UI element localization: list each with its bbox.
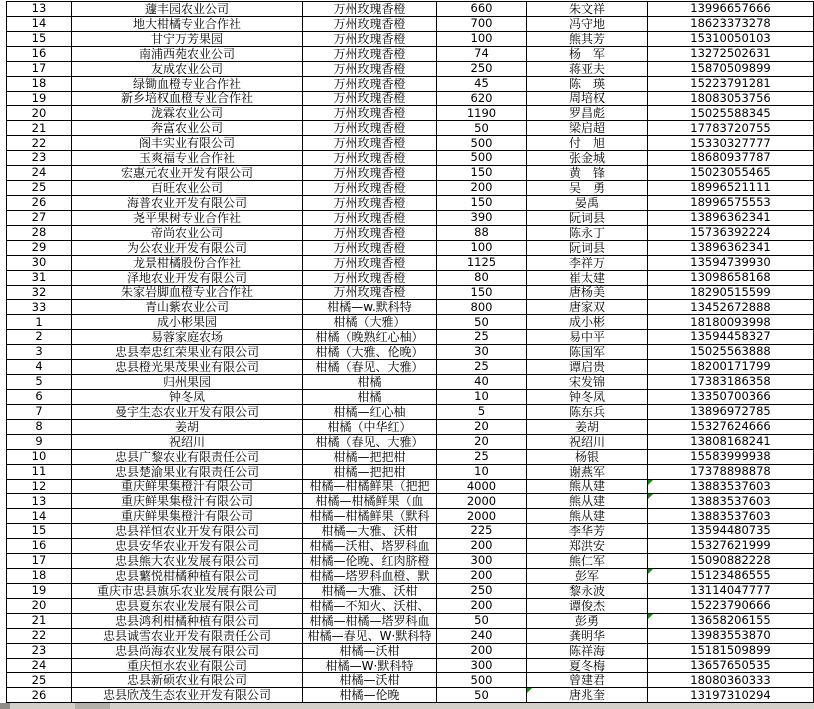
- company-cell[interactable]: 忠县尚海农业发展有限公司: [72, 644, 303, 659]
- contact-cell[interactable]: 钟冬凤: [527, 390, 648, 405]
- phone-cell[interactable]: 13594480735: [648, 524, 814, 539]
- row-number-cell[interactable]: 12: [7, 480, 72, 495]
- phone-cell[interactable]: 15327621999: [648, 539, 814, 554]
- contact-cell[interactable]: 熊从建: [527, 509, 648, 524]
- contact-cell[interactable]: 朱文祥: [527, 2, 648, 17]
- product-cell[interactable]: 万州玫瑰香橙: [303, 92, 437, 107]
- product-cell[interactable]: 万州玫瑰香橙: [303, 62, 437, 77]
- phone-cell[interactable]: 17378898878: [648, 465, 814, 480]
- product-cell[interactable]: 柑橘—沃柑: [303, 644, 437, 659]
- row-number-cell[interactable]: 25: [7, 673, 72, 688]
- product-cell[interactable]: 柑橘—不知火、沃柑、: [303, 599, 437, 614]
- quantity-cell[interactable]: 4000: [437, 480, 527, 495]
- row-number-cell[interactable]: 6: [7, 390, 72, 405]
- contact-cell[interactable]: 张金城: [527, 151, 648, 166]
- phone-cell[interactable]: 13896362341: [648, 241, 814, 256]
- product-cell[interactable]: 万州玫瑰香橙: [303, 286, 437, 301]
- contact-cell[interactable]: 熊仁军: [527, 554, 648, 569]
- quantity-cell[interactable]: 45: [437, 77, 527, 92]
- phone-cell[interactable]: 13452672888: [648, 300, 814, 315]
- product-cell[interactable]: 柑橘: [303, 375, 437, 390]
- company-cell[interactable]: 忠县安华农业开发有限公司: [72, 539, 303, 554]
- contact-cell[interactable]: 熊其芳: [527, 32, 648, 47]
- row-number-cell[interactable]: 27: [7, 211, 72, 226]
- quantity-cell[interactable]: 150: [437, 286, 527, 301]
- company-cell[interactable]: 祝绍川: [72, 435, 303, 450]
- company-cell[interactable]: 重庆恒水农业有限公司: [72, 659, 303, 674]
- quantity-cell[interactable]: 50: [437, 121, 527, 136]
- company-cell[interactable]: 忠县橙光果茂果业有限公司: [72, 360, 303, 375]
- contact-cell[interactable]: 黎永波: [527, 584, 648, 599]
- phone-cell[interactable]: 13658206155: [648, 614, 814, 629]
- product-cell[interactable]: 柑橘（中华红）: [303, 420, 437, 435]
- quantity-cell[interactable]: 2000: [437, 494, 527, 509]
- row-number-cell[interactable]: 23: [7, 644, 72, 659]
- product-cell[interactable]: 万州玫瑰香橙: [303, 181, 437, 196]
- cell-flag-triangle-icon: [648, 569, 653, 574]
- product-cell[interactable]: 柑橘: [303, 390, 437, 405]
- company-cell[interactable]: 姜胡: [72, 420, 303, 435]
- product-cell[interactable]: 万州玫瑰香橙: [303, 47, 437, 62]
- quantity-cell[interactable]: 80: [437, 271, 527, 286]
- phone-cell[interactable]: 18996521111: [648, 181, 814, 196]
- quantity-cell[interactable]: 1190: [437, 106, 527, 121]
- quantity-cell[interactable]: 660: [437, 2, 527, 17]
- contact-cell[interactable]: 郑洪安: [527, 539, 648, 554]
- row-number-cell[interactable]: 13: [7, 494, 72, 509]
- company-cell[interactable]: 地大柑橘专业合作社: [72, 17, 303, 32]
- row-number-cell[interactable]: 30: [7, 256, 72, 271]
- contact-cell[interactable]: 唐杨美: [527, 286, 648, 301]
- phone-cell[interactable]: 13883537603: [648, 494, 814, 509]
- product-cell[interactable]: 万州玫瑰香橙: [303, 151, 437, 166]
- quantity-cell[interactable]: 5: [437, 405, 527, 420]
- cell-flag-triangle-icon: [648, 480, 653, 485]
- quantity-cell[interactable]: 200: [437, 644, 527, 659]
- contact-cell[interactable]: 唐家双: [527, 300, 648, 315]
- row-number-cell[interactable]: 21: [7, 614, 72, 629]
- contact-cell[interactable]: 罗昌彪: [527, 106, 648, 121]
- phone-cell[interactable]: 13098658168: [648, 271, 814, 286]
- row-number-cell[interactable]: 22: [7, 629, 72, 644]
- quantity-cell[interactable]: 200: [437, 569, 527, 584]
- company-cell[interactable]: 忠县欣茂生态农业开发有限公司: [72, 688, 303, 703]
- contact-cell[interactable]: 梁启超: [527, 121, 648, 136]
- phone-cell[interactable]: 13808168241: [648, 435, 814, 450]
- row-number-cell[interactable]: 14: [7, 509, 72, 524]
- quantity-cell[interactable]: 500: [437, 136, 527, 151]
- row-number-cell[interactable]: 21: [7, 121, 72, 136]
- product-cell[interactable]: 柑橘—伦晚、红肉脐橙: [303, 554, 437, 569]
- company-cell[interactable]: 忠县广黎农业有限责任公司: [72, 450, 303, 465]
- company-cell[interactable]: 新乡培权血橙专业合作社: [72, 92, 303, 107]
- row-number-cell[interactable]: 16: [7, 539, 72, 554]
- contact-cell[interactable]: 蒋亚夫: [527, 62, 648, 77]
- product-cell[interactable]: 柑橘—w.默科特: [303, 300, 437, 315]
- quantity-cell[interactable]: 150: [437, 166, 527, 181]
- phone-cell[interactable]: 18180093998: [648, 315, 814, 330]
- phone-cell[interactable]: 18623373278: [648, 17, 814, 32]
- cell-flag-triangle-icon: [648, 614, 653, 619]
- row-number-cell[interactable]: 25: [7, 181, 72, 196]
- contact-cell[interactable]: 陈永丁: [527, 226, 648, 241]
- company-cell[interactable]: 成小彬果园: [72, 315, 303, 330]
- company-cell[interactable]: 为公农业开发有限公司: [72, 241, 303, 256]
- phone-cell[interactable]: 18290515599: [648, 286, 814, 301]
- row-number-cell[interactable]: 13: [7, 2, 72, 17]
- product-cell[interactable]: 柑橘—把把柑: [303, 450, 437, 465]
- product-cell[interactable]: 柑橘（大雅、伦晚）: [303, 345, 437, 360]
- product-cell[interactable]: 柑橘—沃柑、塔罗科血: [303, 539, 437, 554]
- product-cell[interactable]: 柑橘—红心柚: [303, 405, 437, 420]
- phone-cell[interactable]: 15736392224: [648, 226, 814, 241]
- row-number-cell[interactable]: 11: [7, 465, 72, 480]
- product-cell[interactable]: 万州玫瑰香橙: [303, 136, 437, 151]
- table-body: [6, 1, 814, 703]
- quantity-cell[interactable]: 1125: [437, 256, 527, 271]
- quantity-cell[interactable]: 20: [437, 435, 527, 450]
- company-cell[interactable]: 钟冬凤: [72, 390, 303, 405]
- company-cell[interactable]: 忠县蘩悦柑橘种植有限公司: [72, 569, 303, 584]
- cell-flag-triangle-icon: [648, 494, 653, 499]
- product-cell[interactable]: 万州玫瑰香橙: [303, 2, 437, 17]
- quantity-cell[interactable]: 30: [437, 345, 527, 360]
- row-number-cell[interactable]: 22: [7, 136, 72, 151]
- quantity-cell[interactable]: 40: [437, 375, 527, 390]
- row-number-cell[interactable]: 10: [7, 450, 72, 465]
- product-cell[interactable]: 柑橘—柑橘—塔罗科血: [303, 614, 437, 629]
- row-number-cell[interactable]: 19: [7, 584, 72, 599]
- phone-cell[interactable]: 15330327777: [648, 136, 814, 151]
- product-cell[interactable]: 万州玫瑰香橙: [303, 211, 437, 226]
- phone-cell[interactable]: 15181509899: [648, 644, 814, 659]
- contact-cell[interactable]: 陈祥海: [527, 644, 648, 659]
- quantity-cell[interactable]: 200: [437, 599, 527, 614]
- row-number-cell[interactable]: 15: [7, 32, 72, 47]
- quantity-cell[interactable]: 700: [437, 17, 527, 32]
- row-number-cell[interactable]: 4: [7, 360, 72, 375]
- phone-cell[interactable]: 15025588345: [648, 106, 814, 121]
- phone-cell[interactable]: 13896972785: [648, 405, 814, 420]
- contact-cell[interactable]: 谭俊杰: [527, 599, 648, 614]
- company-cell[interactable]: 忠县诚雪农业开发有限责任公司: [72, 629, 303, 644]
- contact-cell[interactable]: 龚明华: [527, 629, 648, 644]
- quantity-cell[interactable]: 2000: [437, 509, 527, 524]
- horizontal-scrollbar[interactable]: [0, 703, 814, 709]
- product-cell[interactable]: 万州玫瑰香橙: [303, 17, 437, 32]
- phone-cell[interactable]: 13594458327: [648, 330, 814, 345]
- row-number-cell[interactable]: 24: [7, 166, 72, 181]
- contact-cell[interactable]: 杨银: [527, 450, 648, 465]
- quantity-cell[interactable]: 150: [437, 196, 527, 211]
- contact-cell[interactable]: 祝绍川: [527, 435, 648, 450]
- quantity-cell[interactable]: 88: [437, 226, 527, 241]
- quantity-cell[interactable]: 200: [437, 181, 527, 196]
- company-cell[interactable]: 忠县新硕农业有限公司: [72, 673, 303, 688]
- quantity-cell[interactable]: 20: [437, 420, 527, 435]
- product-cell[interactable]: 柑橘（春见、大雅）: [303, 435, 437, 450]
- quantity-cell[interactable]: 390: [437, 211, 527, 226]
- product-cell[interactable]: 万州玫瑰香橙: [303, 226, 437, 241]
- company-cell[interactable]: 泽地农业开发有限公司: [72, 271, 303, 286]
- phone-cell[interactable]: 17383186358: [648, 375, 814, 390]
- company-cell[interactable]: 重庆鲜果集橙汁有限公司: [72, 480, 303, 495]
- row-number-cell[interactable]: 31: [7, 271, 72, 286]
- product-cell[interactable]: 柑橘—塔罗科血橙、默: [303, 569, 437, 584]
- phone-cell[interactable]: 17783720755: [648, 121, 814, 136]
- contact-cell[interactable]: 宋发锦: [527, 375, 648, 390]
- company-cell[interactable]: 蘧丰园农业公司: [72, 2, 303, 17]
- phone-cell[interactable]: 13114047777: [648, 584, 814, 599]
- phone-cell[interactable]: 15327624666: [648, 420, 814, 435]
- product-cell[interactable]: 柑橘—大雅、沃柑: [303, 524, 437, 539]
- company-cell[interactable]: 朱家岩脚血橙专业合作社: [72, 286, 303, 301]
- product-cell[interactable]: 万州玫瑰香橙: [303, 32, 437, 47]
- row-number-cell[interactable]: 17: [7, 554, 72, 569]
- contact-cell[interactable]: 李祥万: [527, 256, 648, 271]
- product-cell[interactable]: 柑橘—柑橘鲜果（把把: [303, 480, 437, 495]
- row-number-cell[interactable]: 17: [7, 62, 72, 77]
- row-number-cell[interactable]: 8: [7, 420, 72, 435]
- quantity-cell[interactable]: 240: [437, 629, 527, 644]
- contact-cell[interactable]: 黄 锋: [527, 166, 648, 181]
- quantity-cell[interactable]: 100: [437, 32, 527, 47]
- quantity-cell[interactable]: 250: [437, 62, 527, 77]
- product-cell[interactable]: 柑橘（大雅）: [303, 315, 437, 330]
- company-cell[interactable]: 玉爽福专业合作社: [72, 151, 303, 166]
- product-cell[interactable]: 柑橘—春见、W·默科特: [303, 629, 437, 644]
- company-cell[interactable]: 青山紫农业公司: [72, 300, 303, 315]
- product-cell[interactable]: 万州玫瑰香橙: [303, 271, 437, 286]
- quantity-cell[interactable]: 50: [437, 614, 527, 629]
- product-cell[interactable]: 柑橘—沃柑: [303, 673, 437, 688]
- company-cell[interactable]: 忠县祥恒农业开发有限公司: [72, 524, 303, 539]
- quantity-cell[interactable]: 10: [437, 390, 527, 405]
- product-cell[interactable]: 柑橘—大雅、沃柑: [303, 584, 437, 599]
- phone-cell[interactable]: 15870509899: [648, 62, 814, 77]
- product-cell[interactable]: 柑橘—W·默科特: [303, 659, 437, 674]
- contact-cell[interactable]: 曾建君: [527, 673, 648, 688]
- quantity-cell[interactable]: 25: [437, 450, 527, 465]
- company-cell[interactable]: 忠县熊大农业发展有限公司: [72, 554, 303, 569]
- company-cell[interactable]: 泷霖农业公司: [72, 106, 303, 121]
- phone-cell[interactable]: 15090882228: [648, 554, 814, 569]
- company-cell[interactable]: 归州果园: [72, 375, 303, 390]
- row-number-cell[interactable]: 29: [7, 241, 72, 256]
- phone-cell[interactable]: 13272502631: [648, 47, 814, 62]
- phone-cell[interactable]: 18080360333: [648, 673, 814, 688]
- company-cell[interactable]: 奔富农业公司: [72, 121, 303, 136]
- row-number-cell[interactable]: 15: [7, 524, 72, 539]
- contact-cell[interactable]: 杨 军: [527, 47, 648, 62]
- company-cell[interactable]: 阁丰实业有限公司: [72, 136, 303, 151]
- phone-cell[interactable]: 13996657666: [648, 2, 814, 17]
- company-cell[interactable]: 宏惠元农业开发有限公司: [72, 166, 303, 181]
- quantity-cell[interactable]: 225: [437, 524, 527, 539]
- row-number-cell[interactable]: 23: [7, 151, 72, 166]
- company-cell[interactable]: 帝尚农业公司: [72, 226, 303, 241]
- quantity-cell[interactable]: 50: [437, 688, 527, 703]
- phone-cell[interactable]: 18083053756: [648, 92, 814, 107]
- quantity-cell[interactable]: 500: [437, 151, 527, 166]
- company-cell[interactable]: 海普农业开发有限公司: [72, 196, 303, 211]
- phone-cell[interactable]: 15025563888: [648, 345, 814, 360]
- contact-cell[interactable]: 唐兆奎: [527, 688, 648, 703]
- company-cell[interactable]: 尧平果树专业合作社: [72, 211, 303, 226]
- quantity-cell[interactable]: 100: [437, 241, 527, 256]
- quantity-cell[interactable]: 50: [437, 315, 527, 330]
- phone-cell[interactable]: 13983553870: [648, 629, 814, 644]
- contact-cell[interactable]: 陈东兵: [527, 405, 648, 420]
- product-cell[interactable]: 柑橘（春见、大雅）: [303, 360, 437, 375]
- contact-cell[interactable]: 付 旭: [527, 136, 648, 151]
- quantity-cell[interactable]: 200: [437, 539, 527, 554]
- row-number-cell[interactable]: 18: [7, 77, 72, 92]
- row-number-cell[interactable]: 3: [7, 345, 72, 360]
- company-cell[interactable]: 龙景柑橘股份合作社: [72, 256, 303, 271]
- contact-cell[interactable]: 姜胡: [527, 420, 648, 435]
- contact-cell[interactable]: 崔太建: [527, 271, 648, 286]
- company-cell[interactable]: 百旺农业公司: [72, 181, 303, 196]
- contact-cell[interactable]: 熊从建: [527, 480, 648, 495]
- phone-cell[interactable]: 15123486555: [648, 569, 814, 584]
- company-cell[interactable]: 甘宁万芳果园: [72, 32, 303, 47]
- row-number-cell[interactable]: 14: [7, 17, 72, 32]
- quantity-cell[interactable]: 300: [437, 659, 527, 674]
- contact-cell[interactable]: 成小彬: [527, 315, 648, 330]
- quantity-cell[interactable]: 500: [437, 673, 527, 688]
- quantity-cell[interactable]: 620: [437, 92, 527, 107]
- row-number-cell[interactable]: 26: [7, 196, 72, 211]
- contact-cell[interactable]: 陈 瑛: [527, 77, 648, 92]
- contact-cell[interactable]: 晏禹: [527, 196, 648, 211]
- row-number-cell[interactable]: 28: [7, 226, 72, 241]
- contact-cell[interactable]: 夏冬梅: [527, 659, 648, 674]
- contact-cell[interactable]: 谢燕军: [527, 465, 648, 480]
- product-cell[interactable]: 柑橘—柑橘鲜果（默科: [303, 509, 437, 524]
- product-cell[interactable]: 万州玫瑰香橙: [303, 166, 437, 181]
- company-cell[interactable]: 重庆市忠县旗乐农业发展有限公司: [72, 584, 303, 599]
- quantity-cell[interactable]: 25: [437, 330, 527, 345]
- company-cell[interactable]: 忠县楚渝果业有限责任公司: [72, 465, 303, 480]
- cell-flag-triangle-icon: [527, 688, 532, 693]
- row-number-cell[interactable]: 2: [7, 330, 72, 345]
- company-cell[interactable]: 南浦西苑农业公司: [72, 47, 303, 62]
- product-cell[interactable]: 万州玫瑰香橙: [303, 256, 437, 271]
- product-cell[interactable]: 万州玫瑰香橙: [303, 77, 437, 92]
- contact-cell[interactable]: 李华芳: [527, 524, 648, 539]
- phone-cell[interactable]: 13883537603: [648, 509, 814, 524]
- company-cell[interactable]: 曼宇生态农业开发有限公司: [72, 405, 303, 420]
- company-cell[interactable]: 忠县鸿利柑橘种植有限公司: [72, 614, 303, 629]
- company-cell[interactable]: 重庆鲜果集橙汁有限公司: [72, 509, 303, 524]
- product-cell[interactable]: 万州玫瑰香橙: [303, 121, 437, 136]
- row-number-cell[interactable]: 7: [7, 405, 72, 420]
- row-number-cell[interactable]: 16: [7, 47, 72, 62]
- company-cell[interactable]: 重庆鲜果集橙汁有限公司: [72, 494, 303, 509]
- contact-cell[interactable]: 周培权: [527, 92, 648, 107]
- product-cell[interactable]: 万州玫瑰香橙: [303, 241, 437, 256]
- company-cell[interactable]: 忠县奉忠红荣果业有限公司: [72, 345, 303, 360]
- company-cell[interactable]: 友成农业公司: [72, 62, 303, 77]
- row-number-cell[interactable]: 26: [7, 688, 72, 703]
- phone-cell[interactable]: 13197310294: [648, 688, 814, 703]
- row-number-cell[interactable]: 32: [7, 286, 72, 301]
- phone-cell[interactable]: 15583999938: [648, 450, 814, 465]
- product-cell[interactable]: 柑橘—把把柑: [303, 465, 437, 480]
- product-cell[interactable]: 柑橘—柑橘鲜果（血: [303, 494, 437, 509]
- phone-cell[interactable]: 15023055465: [648, 166, 814, 181]
- contact-cell[interactable]: 易中平: [527, 330, 648, 345]
- row-number-cell[interactable]: 20: [7, 106, 72, 121]
- quantity-cell[interactable]: 250: [437, 584, 527, 599]
- contact-cell[interactable]: 彭军: [527, 569, 648, 584]
- phone-cell[interactable]: 15310050103: [648, 32, 814, 47]
- contact-cell[interactable]: 谭启贵: [527, 360, 648, 375]
- product-cell[interactable]: 柑橘（晚熟红心柚）: [303, 330, 437, 345]
- phone-cell[interactable]: 13657650535: [648, 659, 814, 674]
- phone-cell[interactable]: 13896362341: [648, 211, 814, 226]
- row-number-cell[interactable]: 5: [7, 375, 72, 390]
- contact-cell[interactable]: 吴 勇: [527, 181, 648, 196]
- row-number-cell[interactable]: 20: [7, 599, 72, 614]
- phone-cell[interactable]: 13594739930: [648, 256, 814, 271]
- company-cell[interactable]: 忠县夏东农业发展有限公司: [72, 599, 303, 614]
- row-number-cell[interactable]: 33: [7, 300, 72, 315]
- company-cell[interactable]: 绿锄血橙专业合作社: [72, 77, 303, 92]
- quantity-cell[interactable]: 300: [437, 554, 527, 569]
- phone-cell[interactable]: 18680937787: [648, 151, 814, 166]
- contact-cell[interactable]: 彭勇: [527, 614, 648, 629]
- contact-cell[interactable]: 陈国军: [527, 345, 648, 360]
- contact-cell[interactable]: 熊从建: [527, 494, 648, 509]
- row-number-cell[interactable]: 1: [7, 315, 72, 330]
- phone-cell[interactable]: 15223791281: [648, 77, 814, 92]
- phone-cell[interactable]: 18996575553: [648, 196, 814, 211]
- contact-cell[interactable]: 冯守地: [527, 17, 648, 32]
- row-number-cell[interactable]: 19: [7, 92, 72, 107]
- quantity-cell[interactable]: 74: [437, 47, 527, 62]
- phone-cell[interactable]: 18200171799: [648, 360, 814, 375]
- product-cell[interactable]: 柑橘—伦晚: [303, 688, 437, 703]
- phone-cell[interactable]: 13883537603: [648, 480, 814, 495]
- quantity-cell[interactable]: 25: [437, 360, 527, 375]
- quantity-cell[interactable]: 10: [437, 465, 527, 480]
- company-cell[interactable]: 易蓉家庭农场: [72, 330, 303, 345]
- contact-cell[interactable]: 阮词县: [527, 211, 648, 226]
- scrollbar-thumb[interactable]: [75, 703, 110, 709]
- row-number-cell[interactable]: 9: [7, 435, 72, 450]
- phone-cell[interactable]: 15223790666: [648, 599, 814, 614]
- quantity-cell[interactable]: 800: [437, 300, 527, 315]
- product-cell[interactable]: 万州玫瑰香橙: [303, 196, 437, 211]
- scrollbar-button[interactable]: [0, 703, 10, 709]
- phone-cell[interactable]: 13350700366: [648, 390, 814, 405]
- row-number-cell[interactable]: 18: [7, 569, 72, 584]
- row-number-cell[interactable]: 24: [7, 659, 72, 674]
- contact-cell[interactable]: 阮词县: [527, 241, 648, 256]
- product-cell[interactable]: 万州玫瑰香橙: [303, 106, 437, 121]
